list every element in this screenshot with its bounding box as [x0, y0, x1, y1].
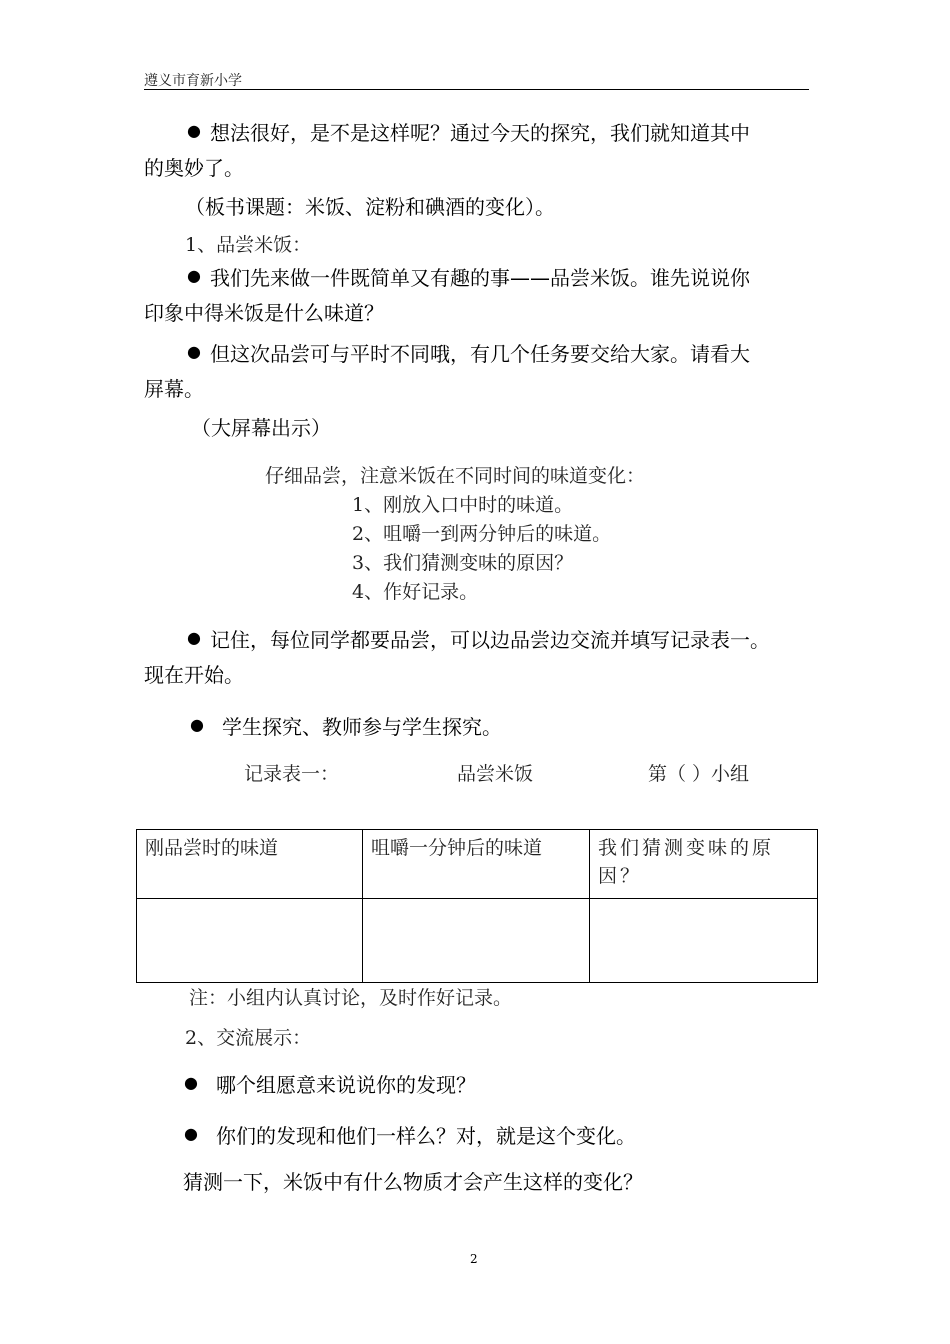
para4-line2: 现在开始。: [144, 663, 244, 687]
bullet-icon: ●: [184, 1073, 198, 1092]
para3-line2: 屏幕。: [144, 377, 204, 401]
table-row: [137, 899, 818, 983]
para2-line2: 印象中得米饭是什么味道？: [144, 301, 384, 325]
table-header-row: [137, 830, 818, 899]
bullet-icon: ●: [187, 121, 201, 140]
para8-line: 猜测一下，米饭中有什么物质才会产生这样的变化？: [183, 1170, 643, 1194]
table-empty-cell-1[interactable]: [137, 899, 363, 983]
screen-item-2: 2、咀嚼一到两分钟后的味道。: [352, 523, 612, 545]
para3-line1: 但这次品尝可与平时不同哦，有几个任务要交给大家。请看大: [210, 342, 750, 366]
table-header-cell-2: 咀嚼一分钟后的味道: [363, 830, 590, 899]
screen-item-3: 3、我们猜测变味的原因？: [352, 552, 574, 574]
bullet6-line: 哪个组愿意来说说你的发现？: [216, 1073, 476, 1097]
section2-title: 2、交流展示：: [185, 1027, 312, 1049]
table-caption-title: 品尝米饭: [457, 763, 534, 785]
para4-line1: 记住，每位同学都要品尝，可以边品尝边交流并填写记录表一。: [210, 628, 770, 652]
bullet-icon: ●: [187, 628, 201, 647]
screen-item-4: 4、作好记录。: [352, 581, 479, 603]
table-caption-label: 记录表一：: [244, 763, 340, 785]
header-school: 遵义市育新小学: [144, 73, 242, 89]
bullet-icon: ●: [187, 266, 201, 285]
table-empty-cell-3[interactable]: [590, 899, 818, 983]
topic-line: （板书课题：米饭、淀粉和碘酒的变化）。: [185, 195, 555, 219]
table-empty-cell-2[interactable]: [363, 899, 590, 983]
table-header-cell-3: 我们猜测变味的原因？: [590, 830, 818, 899]
para1-line2: 的奥妙了。: [144, 156, 244, 180]
section1-title: 1、品尝米饭：: [185, 234, 312, 256]
table-note: 注：小组内认真讨论，及时作好记录。: [189, 987, 513, 1009]
bullet-icon: ●: [187, 342, 201, 361]
screen-item-1: 1、刚放入口中时的味道。: [352, 494, 574, 516]
table-header-cell-1: 刚品尝时的味道: [137, 830, 363, 899]
para2-line1: 我们先来做一件既简单又有趣的事——品尝米饭。谁先说说你: [210, 266, 750, 290]
screen-intro: 仔细品尝，注意米饭在不同时间的味道变化：: [265, 465, 646, 487]
record-table: [136, 829, 818, 983]
page-number: 2: [470, 1252, 478, 1266]
bullet-icon: ●: [184, 1124, 198, 1143]
bullet-icon: ●: [190, 715, 204, 734]
para5-line: 学生探究、教师参与学生探究。: [222, 715, 502, 739]
header-rule: [144, 89, 809, 90]
para1-line1: 想法很好，是不是这样呢？通过今天的探究，我们就知道其中: [210, 121, 750, 145]
bullet7-line: 你们的发现和他们一样么？对，就是这个变化。: [216, 1124, 636, 1148]
table-caption-group: 第（ ）小组: [648, 763, 750, 785]
screen-note: （大屏幕出示）: [191, 416, 331, 440]
